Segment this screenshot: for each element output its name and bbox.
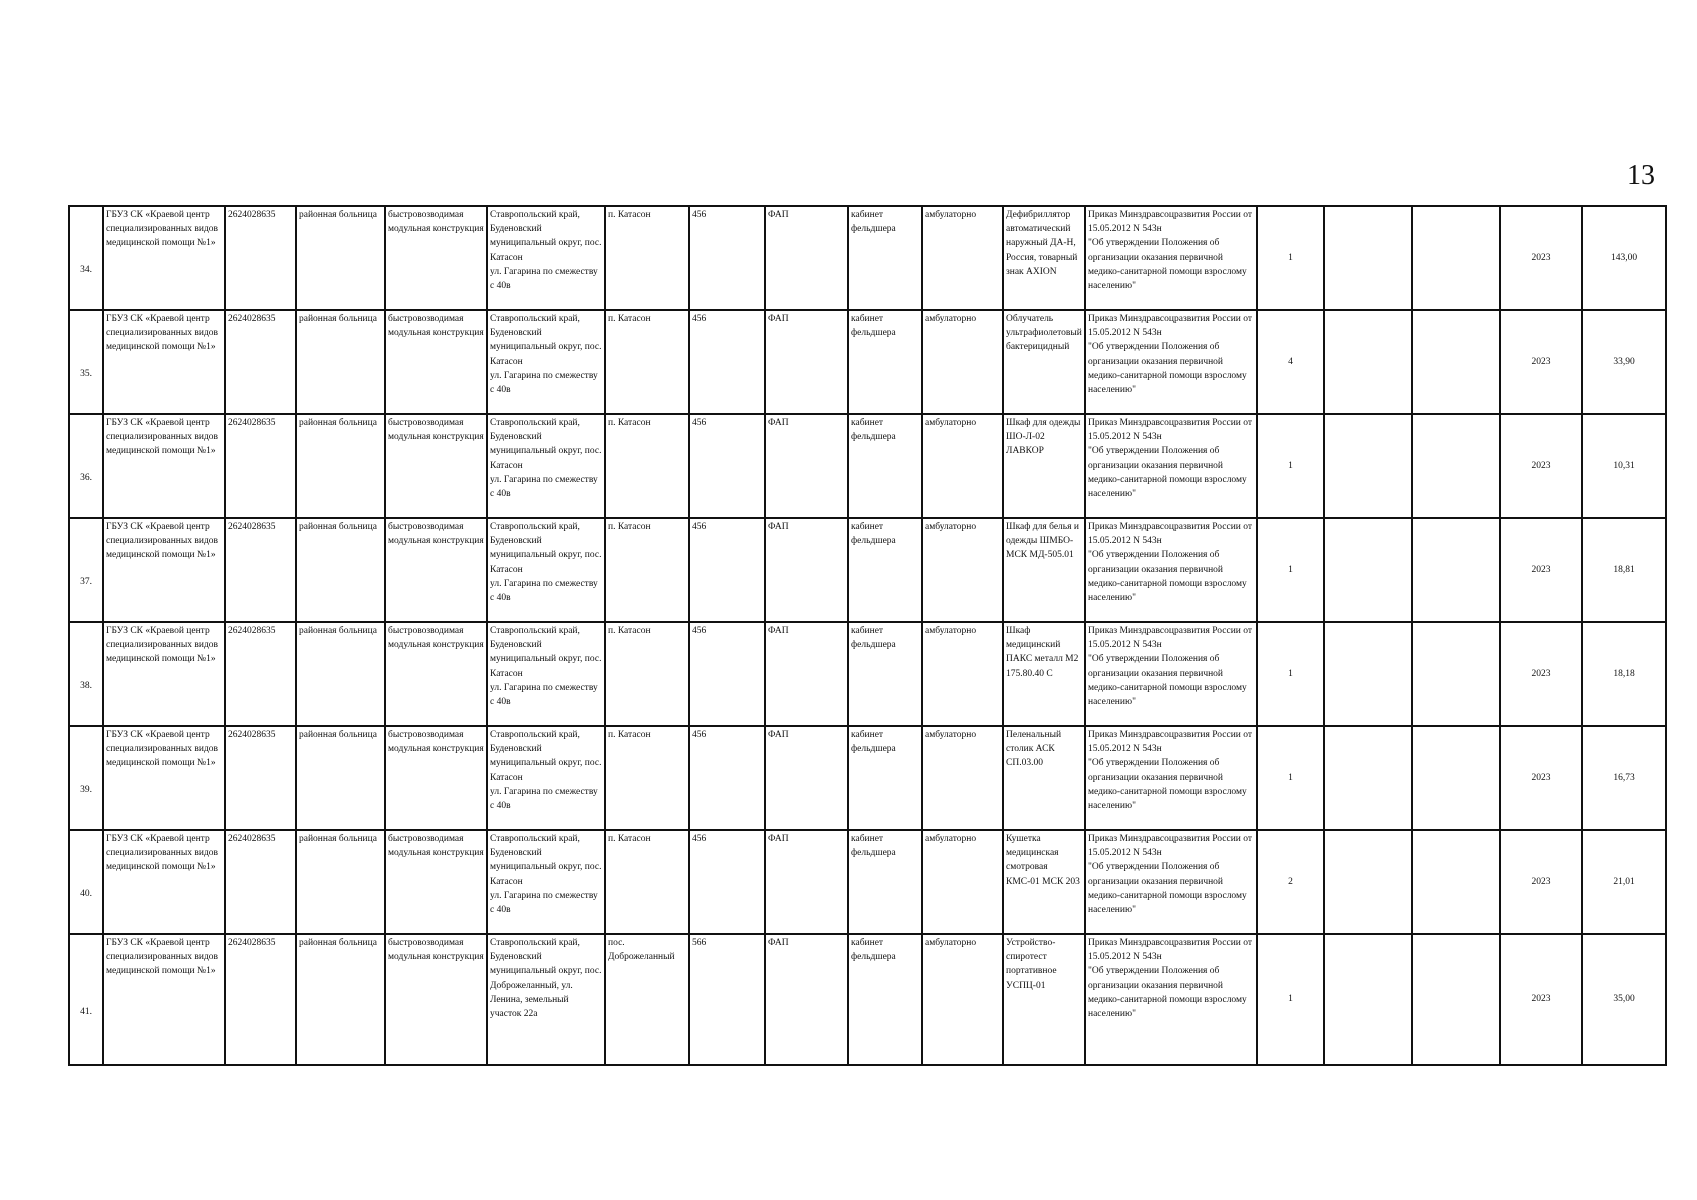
- equipment-cell: [1003, 518, 1085, 622]
- care-mode-cell-text: амбулаторно: [925, 626, 977, 636]
- locality-cell: [605, 622, 689, 726]
- regulation-cell: [1085, 206, 1257, 310]
- care-mode-cell: [922, 414, 1003, 518]
- row-number-cell-text: 36.: [80, 473, 92, 484]
- equipment-cell: [1003, 622, 1085, 726]
- inn-cell-text: 2624028635: [228, 626, 276, 636]
- address-cell: [487, 206, 605, 310]
- locality-cell-text: п. Катасон: [608, 834, 651, 844]
- unit-type-cell-text: ФАП: [768, 834, 789, 844]
- population-cell: [689, 518, 765, 622]
- unit-type-cell-text: ФАП: [768, 522, 789, 532]
- quantity-cell: [1257, 726, 1324, 830]
- empty-cell-1: [1324, 310, 1412, 414]
- building-type-cell: [385, 414, 487, 518]
- population-cell-text: 456: [692, 626, 707, 636]
- facility-type-cell-text: районная больница: [299, 938, 377, 948]
- organization-cell: [103, 726, 225, 830]
- unit-type-cell-text: ФАП: [768, 418, 789, 428]
- regulation-cell-text: Приказ Минздравсоцразвития России от 15.05.2012 N 543н "Об утверждении Положения об организации оказания первичной медико-санитарной помощи взрослому населению": [1088, 314, 1253, 396]
- inn-cell: [225, 830, 296, 934]
- quantity-cell: [1257, 206, 1324, 310]
- empty-cell-1: [1324, 414, 1412, 518]
- regulation-cell: [1085, 934, 1257, 1065]
- organization-cell: [103, 830, 225, 934]
- building-type-cell: [385, 206, 487, 310]
- empty-cell-2: [1412, 206, 1500, 310]
- facility-type-cell: [296, 206, 385, 310]
- unit-type-cell: [765, 518, 848, 622]
- room-cell-text: кабинет фельдшера: [851, 314, 896, 339]
- row-number-cell-text: 39.: [80, 785, 92, 796]
- year-cell-text: 2023: [1531, 564, 1551, 575]
- locality-cell: [605, 726, 689, 830]
- quantity-cell: [1257, 830, 1324, 934]
- locality-cell-text: п. Катасон: [608, 210, 651, 220]
- amount-cell: [1582, 310, 1666, 414]
- address-cell: [487, 310, 605, 414]
- empty-cell-1: [1324, 830, 1412, 934]
- table-row: [69, 934, 1666, 1065]
- inn-cell: [225, 206, 296, 310]
- care-mode-cell: [922, 622, 1003, 726]
- building-type-cell-text: быстровозводимая модульная конструкция: [388, 730, 484, 755]
- row-number-cell-text: 35.: [80, 369, 92, 380]
- care-mode-cell: [922, 726, 1003, 830]
- equipment-cell-text: Шкаф для белья и одежды ШМБО-МСК МД-505.01: [1006, 522, 1079, 561]
- population-cell-text: 456: [692, 418, 707, 428]
- unit-type-cell-text: ФАП: [768, 938, 789, 948]
- equipment-cell-text: Шкаф для одежды ШО-Л-02 ЛАВКОР: [1006, 418, 1081, 457]
- empty-cell-1: [1324, 726, 1412, 830]
- facility-type-cell-text: районная больница: [299, 834, 377, 844]
- unit-type-cell: [765, 414, 848, 518]
- quantity-cell-text: 1: [1288, 460, 1293, 471]
- inn-cell-text: 2624028635: [228, 314, 276, 324]
- address-cell-text: Ставропольский край, Буденовский муниципальный округ, пос. Катасон ул. Гагарина по смежеству с 40в: [490, 522, 602, 604]
- table-row: [69, 518, 1666, 622]
- row-number-cell: [69, 518, 103, 622]
- building-type-cell: [385, 830, 487, 934]
- care-mode-cell-text: амбулаторно: [925, 834, 977, 844]
- amount-cell-text: 143,00: [1610, 252, 1638, 263]
- year-cell: [1500, 310, 1582, 414]
- facility-type-cell: [296, 622, 385, 726]
- organization-cell-text: ГБУЗ СК «Краевой центр специализированных видов медицинской помощи №1»: [106, 522, 219, 561]
- quantity-cell-text: 1: [1288, 772, 1293, 783]
- facility-type-cell: [296, 726, 385, 830]
- unit-type-cell-text: ФАП: [768, 314, 789, 324]
- room-cell: [848, 622, 922, 726]
- room-cell-text: кабинет фельдшера: [851, 210, 896, 235]
- amount-cell: [1582, 726, 1666, 830]
- organization-cell: [103, 206, 225, 310]
- care-mode-cell: [922, 830, 1003, 934]
- building-type-cell: [385, 310, 487, 414]
- facility-type-cell: [296, 310, 385, 414]
- row-number-cell-text: 37.: [80, 577, 92, 588]
- row-number-cell: [69, 622, 103, 726]
- facility-type-cell-text: районная больница: [299, 730, 377, 740]
- population-cell: [689, 934, 765, 1065]
- locality-cell-text: п. Катасон: [608, 314, 651, 324]
- inn-cell: [225, 934, 296, 1065]
- empty-cell-2: [1412, 414, 1500, 518]
- organization-cell-text: ГБУЗ СК «Краевой центр специализированных видов медицинской помощи №1»: [106, 314, 219, 353]
- quantity-cell: [1257, 934, 1324, 1065]
- quantity-cell: [1257, 310, 1324, 414]
- row-number-cell-text: 38.: [80, 681, 92, 692]
- equipment-cell-text: Облучатель ультрафиолетовый бактерицидный: [1006, 314, 1082, 353]
- inn-cell-text: 2624028635: [228, 418, 276, 428]
- care-mode-cell-text: амбулаторно: [925, 314, 977, 324]
- unit-type-cell: [765, 206, 848, 310]
- inn-cell: [225, 414, 296, 518]
- empty-cell-2: [1412, 934, 1500, 1065]
- quantity-cell-text: 1: [1288, 668, 1293, 679]
- locality-cell-text: п. Катасон: [608, 522, 651, 532]
- amount-cell-text: 10,31: [1613, 460, 1635, 471]
- address-cell-text: Ставропольский край, Буденовский муниципальный округ, пос. Катасон ул. Гагарина по смежеству с 40в: [490, 314, 602, 396]
- address-cell: [487, 726, 605, 830]
- room-cell-text: кабинет фельдшера: [851, 730, 896, 755]
- care-mode-cell-text: амбулаторно: [925, 210, 977, 220]
- row-number-cell-text: 41.: [80, 1006, 92, 1017]
- regulation-cell-text: Приказ Минздравсоцразвития России от 15.05.2012 N 543н "Об утверждении Положения об организации оказания первичной медико-санитарной помощи взрослому населению": [1088, 834, 1253, 916]
- room-cell: [848, 310, 922, 414]
- regulation-cell-text: Приказ Минздравсоцразвития России от 15.05.2012 N 543н "Об утверждении Положения об организации оказания первичной медико-санитарной помощи взрослому населению": [1088, 522, 1253, 604]
- year-cell-text: 2023: [1531, 772, 1551, 783]
- row-number-cell: [69, 310, 103, 414]
- equipment-cell: [1003, 310, 1085, 414]
- care-mode-cell: [922, 310, 1003, 414]
- page-number: 13: [1627, 160, 1655, 191]
- organization-cell-text: ГБУЗ СК «Краевой центр специализированных видов медицинской помощи №1»: [106, 730, 219, 769]
- population-cell-text: 456: [692, 210, 707, 220]
- equipment-registry-table: [68, 205, 1667, 1066]
- unit-type-cell-text: ФАП: [768, 210, 789, 220]
- row-number-cell: [69, 830, 103, 934]
- quantity-cell: [1257, 622, 1324, 726]
- address-cell-text: Ставропольский край, Буденовский муниципальный округ, пос. Катасон ул. Гагарина по смежеству с 40в: [490, 210, 602, 292]
- empty-cell-1: [1324, 206, 1412, 310]
- building-type-cell: [385, 934, 487, 1065]
- empty-cell-2: [1412, 830, 1500, 934]
- facility-type-cell-text: районная больница: [299, 626, 377, 636]
- unit-type-cell: [765, 934, 848, 1065]
- amount-cell-text: 18,18: [1613, 668, 1635, 679]
- care-mode-cell-text: амбулаторно: [925, 418, 977, 428]
- amount-cell: [1582, 830, 1666, 934]
- locality-cell-text: п. Катасон: [608, 730, 651, 740]
- room-cell-text: кабинет фельдшера: [851, 418, 896, 443]
- locality-cell: [605, 206, 689, 310]
- row-number-cell: [69, 726, 103, 830]
- equipment-cell-text: Дефибриллятор автоматический наружный ДА-Н, Россия, товарный знак AXION: [1006, 210, 1078, 277]
- regulation-cell: [1085, 414, 1257, 518]
- empty-cell-1: [1324, 518, 1412, 622]
- locality-cell: [605, 310, 689, 414]
- building-type-cell-text: быстровозводимая модульная конструкция: [388, 834, 484, 859]
- organization-cell: [103, 518, 225, 622]
- inn-cell-text: 2624028635: [228, 834, 276, 844]
- care-mode-cell: [922, 518, 1003, 622]
- facility-type-cell: [296, 830, 385, 934]
- year-cell: [1500, 934, 1582, 1065]
- address-cell-text: Ставропольский край, Буденовский муниципальный округ, пос. Катасон ул. Гагарина по смежеству с 40в: [490, 834, 602, 916]
- room-cell: [848, 414, 922, 518]
- population-cell: [689, 726, 765, 830]
- building-type-cell-text: быстровозводимая модульная конструкция: [388, 210, 484, 235]
- table-row: [69, 622, 1666, 726]
- inn-cell-text: 2624028635: [228, 938, 276, 948]
- facility-type-cell: [296, 518, 385, 622]
- population-cell-text: 456: [692, 834, 707, 844]
- regulation-cell: [1085, 622, 1257, 726]
- organization-cell-text: ГБУЗ СК «Краевой центр специализированных видов медицинской помощи №1»: [106, 626, 219, 665]
- year-cell-text: 2023: [1531, 356, 1551, 367]
- year-cell: [1500, 414, 1582, 518]
- empty-cell-2: [1412, 518, 1500, 622]
- room-cell: [848, 726, 922, 830]
- equipment-cell-text: Пеленальный столик АСК СП.03.00: [1006, 730, 1062, 769]
- year-cell-text: 2023: [1531, 994, 1551, 1005]
- address-cell: [487, 414, 605, 518]
- building-type-cell-text: быстровозводимая модульная конструкция: [388, 522, 484, 547]
- address-cell-text: Ставропольский край, Буденовский муниципальный округ, пос. Катасон ул. Гагарина по смежеству с 40в: [490, 418, 602, 500]
- locality-cell: [605, 414, 689, 518]
- inn-cell: [225, 726, 296, 830]
- regulation-cell-text: Приказ Минздравсоцразвития России от 15.05.2012 N 543н "Об утверждении Положения об организации оказания первичной медико-санитарной помощи взрослому населению": [1088, 626, 1253, 708]
- address-cell-text: Ставропольский край, Буденовский муниципальный округ, пос. Катасон ул. Гагарина по смежеству с 40в: [490, 626, 602, 708]
- building-type-cell: [385, 518, 487, 622]
- address-cell-text: Ставропольский край, Буденовский муниципальный округ, пос. Доброжеланный, ул. Ленина, земельный участок 22а: [490, 938, 602, 1020]
- inn-cell-text: 2624028635: [228, 730, 276, 740]
- room-cell: [848, 518, 922, 622]
- equipment-cell-text: Шкаф медицинский ПАКС металл М2 175.80.40 С: [1006, 626, 1079, 679]
- building-type-cell-text: быстровозводимая модульная конструкция: [388, 314, 484, 339]
- room-cell: [848, 830, 922, 934]
- unit-type-cell: [765, 830, 848, 934]
- regulation-cell: [1085, 518, 1257, 622]
- empty-cell-2: [1412, 310, 1500, 414]
- care-mode-cell-text: амбулаторно: [925, 522, 977, 532]
- quantity-cell-text: 1: [1288, 252, 1293, 263]
- inn-cell: [225, 518, 296, 622]
- quantity-cell-text: 1: [1288, 564, 1293, 575]
- equipment-cell: [1003, 934, 1085, 1065]
- amount-cell-text: 18,81: [1613, 564, 1635, 575]
- building-type-cell-text: быстровозводимая модульная конструкция: [388, 418, 484, 443]
- quantity-cell-text: 4: [1288, 356, 1293, 367]
- population-cell-text: 456: [692, 522, 707, 532]
- locality-cell-text: п. Катасон: [608, 626, 651, 636]
- table-row: [69, 310, 1666, 414]
- amount-cell-text: 35,00: [1613, 994, 1635, 1005]
- quantity-cell-text: 1: [1288, 994, 1293, 1005]
- amount-cell: [1582, 934, 1666, 1065]
- table-row: [69, 726, 1666, 830]
- amount-cell: [1582, 622, 1666, 726]
- regulation-cell: [1085, 310, 1257, 414]
- year-cell-text: 2023: [1531, 460, 1551, 471]
- regulation-cell-text: Приказ Минздравсоцразвития России от 15.05.2012 N 543н "Об утверждении Положения об организации оказания первичной медико-санитарной помощи взрослому населению": [1088, 938, 1253, 1020]
- equipment-cell-text: Кушетка медицинская смотровая КМС-01 МСК 203: [1006, 834, 1080, 887]
- facility-type-cell-text: районная больница: [299, 418, 377, 428]
- organization-cell-text: ГБУЗ СК «Краевой центр специализированных видов медицинской помощи №1»: [106, 210, 219, 249]
- unit-type-cell-text: ФАП: [768, 626, 789, 636]
- year-cell-text: 2023: [1531, 876, 1551, 887]
- year-cell: [1500, 830, 1582, 934]
- table-row: [69, 206, 1666, 310]
- organization-cell-text: ГБУЗ СК «Краевой центр специализированных видов медицинской помощи №1»: [106, 418, 219, 457]
- unit-type-cell: [765, 310, 848, 414]
- room-cell-text: кабинет фельдшера: [851, 522, 896, 547]
- facility-type-cell-text: районная больница: [299, 522, 377, 532]
- building-type-cell: [385, 622, 487, 726]
- amount-cell: [1582, 518, 1666, 622]
- equipment-cell-text: Устройство-спиротест портативное УСПЦ-01: [1006, 938, 1057, 991]
- year-cell: [1500, 518, 1582, 622]
- organization-cell: [103, 310, 225, 414]
- year-cell: [1500, 206, 1582, 310]
- address-cell: [487, 622, 605, 726]
- row-number-cell: [69, 206, 103, 310]
- population-cell: [689, 622, 765, 726]
- amount-cell-text: 33,90: [1613, 356, 1635, 367]
- locality-cell: [605, 830, 689, 934]
- table-body: [69, 206, 1666, 1065]
- organization-cell: [103, 414, 225, 518]
- empty-cell-2: [1412, 622, 1500, 726]
- organization-cell: [103, 934, 225, 1065]
- regulation-cell: [1085, 726, 1257, 830]
- empty-cell-1: [1324, 934, 1412, 1065]
- row-number-cell: [69, 414, 103, 518]
- population-cell-text: 566: [692, 938, 707, 948]
- facility-type-cell: [296, 934, 385, 1065]
- regulation-cell-text: Приказ Минздравсоцразвития России от 15.05.2012 N 543н "Об утверждении Положения об организации оказания первичной медико-санитарной помощи взрослому населению": [1088, 730, 1253, 812]
- care-mode-cell-text: амбулаторно: [925, 938, 977, 948]
- care-mode-cell-text: амбулаторно: [925, 730, 977, 740]
- locality-cell: [605, 518, 689, 622]
- equipment-cell: [1003, 414, 1085, 518]
- unit-type-cell-text: ФАП: [768, 730, 789, 740]
- inn-cell: [225, 622, 296, 726]
- regulation-cell-text: Приказ Минздравсоцразвития России от 15.05.2012 N 543н "Об утверждении Положения об организации оказания первичной медико-санитарной помощи взрослому населению": [1088, 418, 1253, 500]
- empty-cell-2: [1412, 726, 1500, 830]
- inn-cell: [225, 310, 296, 414]
- quantity-cell-text: 2: [1288, 876, 1293, 887]
- empty-cell-1: [1324, 622, 1412, 726]
- amount-cell-text: 21,01: [1613, 876, 1635, 887]
- locality-cell-text: пос. Доброжеланный: [608, 938, 675, 963]
- room-cell: [848, 934, 922, 1065]
- inn-cell-text: 2624028635: [228, 210, 276, 220]
- quantity-cell: [1257, 518, 1324, 622]
- address-cell-text: Ставропольский край, Буденовский муниципальный округ, пос. Катасон ул. Гагарина по смежеству с 40в: [490, 730, 602, 812]
- regulation-cell-text: Приказ Минздравсоцразвития России от 15.05.2012 N 543н "Об утверждении Положения об организации оказания первичной медико-санитарной помощи взрослому населению": [1088, 210, 1253, 292]
- amount-cell: [1582, 414, 1666, 518]
- equipment-cell: [1003, 206, 1085, 310]
- building-type-cell-text: быстровозводимая модульная конструкция: [388, 938, 484, 963]
- organization-cell-text: ГБУЗ СК «Краевой центр специализированных видов медицинской помощи №1»: [106, 834, 219, 873]
- population-cell: [689, 414, 765, 518]
- row-number-cell-text: 34.: [80, 265, 92, 276]
- table-row: [69, 414, 1666, 518]
- care-mode-cell: [922, 934, 1003, 1065]
- population-cell: [689, 206, 765, 310]
- population-cell-text: 456: [692, 730, 707, 740]
- year-cell-text: 2023: [1531, 252, 1551, 263]
- address-cell: [487, 934, 605, 1065]
- quantity-cell: [1257, 414, 1324, 518]
- building-type-cell: [385, 726, 487, 830]
- building-type-cell-text: быстровозводимая модульная конструкция: [388, 626, 484, 651]
- address-cell: [487, 830, 605, 934]
- row-number-cell-text: 40.: [80, 889, 92, 900]
- room-cell-text: кабинет фельдшера: [851, 938, 896, 963]
- amount-cell-text: 16,73: [1613, 772, 1635, 783]
- room-cell-text: кабинет фельдшера: [851, 834, 896, 859]
- row-number-cell: [69, 934, 103, 1065]
- organization-cell: [103, 622, 225, 726]
- regulation-cell: [1085, 830, 1257, 934]
- unit-type-cell: [765, 726, 848, 830]
- facility-type-cell-text: районная больница: [299, 210, 377, 220]
- year-cell: [1500, 726, 1582, 830]
- year-cell: [1500, 622, 1582, 726]
- room-cell-text: кабинет фельдшера: [851, 626, 896, 651]
- equipment-cell: [1003, 726, 1085, 830]
- population-cell: [689, 310, 765, 414]
- amount-cell: [1582, 206, 1666, 310]
- table-row: [69, 830, 1666, 934]
- population-cell-text: 456: [692, 314, 707, 324]
- care-mode-cell: [922, 206, 1003, 310]
- organization-cell-text: ГБУЗ СК «Краевой центр специализированных видов медицинской помощи №1»: [106, 938, 219, 977]
- locality-cell: [605, 934, 689, 1065]
- room-cell: [848, 206, 922, 310]
- locality-cell-text: п. Катасон: [608, 418, 651, 428]
- year-cell-text: 2023: [1531, 668, 1551, 679]
- facility-type-cell: [296, 414, 385, 518]
- facility-type-cell-text: районная больница: [299, 314, 377, 324]
- inn-cell-text: 2624028635: [228, 522, 276, 532]
- equipment-cell: [1003, 830, 1085, 934]
- address-cell: [487, 518, 605, 622]
- unit-type-cell: [765, 622, 848, 726]
- population-cell: [689, 830, 765, 934]
